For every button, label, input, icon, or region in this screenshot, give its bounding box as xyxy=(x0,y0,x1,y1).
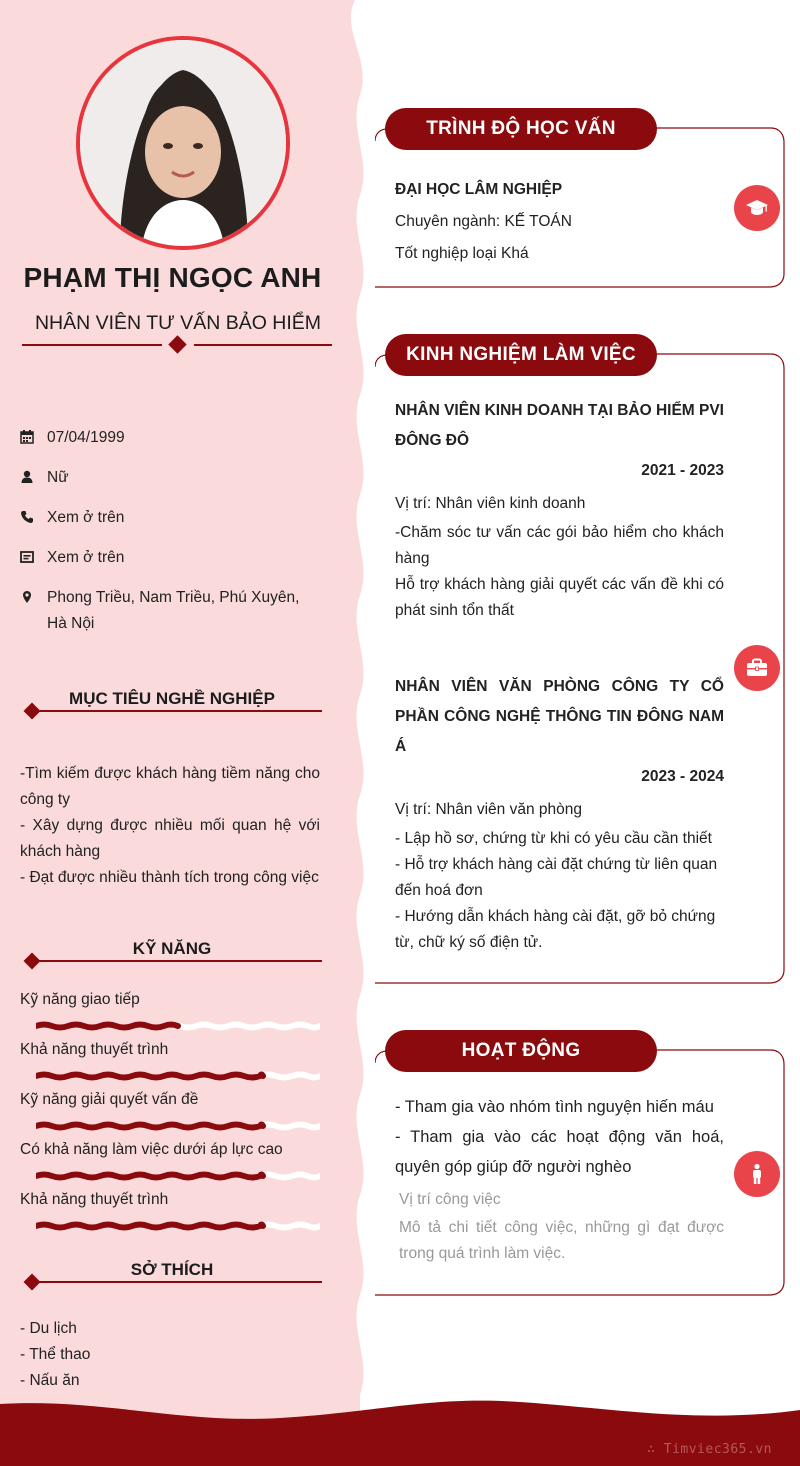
skill-level-bar xyxy=(36,1070,320,1082)
skills-list xyxy=(20,988,320,1238)
activities-heading: HOẠT ĐỘNG xyxy=(385,1030,657,1072)
skill-name: Kỹ năng giải quyết vấn đề xyxy=(20,1091,199,1108)
info-text: Nữ xyxy=(47,469,69,486)
major: Chuyên ngành: KẾ TOÁN xyxy=(395,213,572,230)
graduation-cap-icon xyxy=(745,196,769,220)
skill-item xyxy=(20,1088,320,1138)
activities-section xyxy=(375,1030,785,1298)
info-address xyxy=(20,585,320,637)
activities-placeholder xyxy=(395,1185,724,1267)
skill-item xyxy=(20,1138,320,1188)
experience-heading: KINH NGHIỆM LÀM VIỆC xyxy=(385,334,657,376)
job-desc-line: -Chăm sóc tư vấn các gói bảo hiểm cho khách hàng xyxy=(395,524,724,567)
skill-bar-fill xyxy=(36,1025,178,1028)
hobbies-heading xyxy=(22,1260,322,1292)
avatar xyxy=(76,36,290,250)
hobbies-list xyxy=(20,1316,320,1394)
skill-item xyxy=(20,1188,320,1238)
info-birthdate xyxy=(20,425,320,451)
hobbies-heading-label: SỞ THÍCH xyxy=(130,1260,214,1279)
education-content xyxy=(395,174,724,270)
graduation-grade: Tốt nghiệp loại Khá xyxy=(395,245,529,262)
hobby-item: - Nấu ăn xyxy=(20,1372,80,1389)
job-position: Vị trí: Nhân viên kinh doanh xyxy=(395,495,586,512)
job-entry xyxy=(395,672,724,956)
activities-content xyxy=(395,1092,724,1182)
job-entry xyxy=(395,396,724,624)
activity-line: - Tham gia vào các hoạt động văn hoá, quyên góp giúp đỡ người nghèo xyxy=(395,1128,724,1176)
skill-name: Khả năng thuyết trình xyxy=(20,1041,169,1058)
objective-line: - Xây dựng được nhiều mối quan hệ với khách hàng xyxy=(20,817,320,860)
experience-icon-badge xyxy=(734,645,780,691)
info-phone xyxy=(20,505,320,531)
skill-level-bar xyxy=(36,1120,320,1132)
objective-line: -Tìm kiếm được khách hàng tiềm năng cho công ty xyxy=(20,765,320,808)
skill-bar-fill xyxy=(36,1125,263,1128)
objective-text xyxy=(20,761,320,891)
job-desc-line: - Hỗ trợ khách hàng cài đặt chứng từ liên quan đến hoá đơn xyxy=(395,856,718,899)
education-heading: TRÌNH ĐỘ HỌC VẤN xyxy=(385,108,657,150)
job-desc-line: - Lập hồ sơ, chứng từ khi có yêu cầu cần thiết xyxy=(395,830,712,847)
job-period: 2023 - 2024 xyxy=(641,768,724,785)
objective-heading xyxy=(22,689,322,721)
skills-heading-label: KỸ NĂNG xyxy=(132,939,212,958)
skill-item xyxy=(20,988,320,1038)
experience-section xyxy=(375,334,785,986)
skill-item xyxy=(20,1038,320,1088)
skill-bar-fill xyxy=(36,1225,263,1228)
skill-level-bar xyxy=(36,1020,320,1032)
info-text: Phong Triều, Nam Triều, Phú Xuyên, Hà Nội xyxy=(47,589,300,632)
placeholder-description: Mô tả chi tiết công việc, những gì đạt được trong quá trình làm việc. xyxy=(399,1219,724,1262)
personal-info-list xyxy=(20,425,320,651)
candidate-job-title: NHÂN VIÊN TƯ VẤN BẢO HIỂM xyxy=(34,312,322,334)
footer-brand: ∴ Timviec365.vn xyxy=(647,1442,772,1457)
phone-icon xyxy=(20,510,34,524)
briefcase-icon xyxy=(745,656,769,680)
info-text: Xem ở trên xyxy=(47,509,125,526)
education-icon-badge xyxy=(734,185,780,231)
hobby-item: - Thể thao xyxy=(20,1346,91,1363)
skill-name: Có khả năng làm việc dưới áp lực cao xyxy=(20,1141,283,1158)
person-standing-icon xyxy=(745,1162,769,1186)
skill-name: Kỹ năng giao tiếp xyxy=(20,991,140,1008)
skill-level-bar xyxy=(36,1170,320,1182)
school-name: ĐẠI HỌC LÂM NGHIỆP xyxy=(395,181,563,198)
placeholder-position: Vị trí công việc xyxy=(399,1191,501,1208)
education-section xyxy=(375,108,785,290)
skill-bar-fill xyxy=(36,1075,263,1078)
job-period: 2021 - 2023 xyxy=(641,462,724,479)
info-gender xyxy=(20,465,320,491)
objective-line: - Đạt được nhiều thành tích trong công việc xyxy=(20,869,319,886)
title-divider xyxy=(22,336,332,354)
job-desc-line: Hỗ trợ khách hàng giải quyết các vấn đề khi có phát sinh tổn thất xyxy=(395,576,724,619)
job-position: Vị trí: Nhân viên văn phòng xyxy=(395,801,582,818)
activity-line: - Tham gia vào nhóm tình nguyện hiến máu xyxy=(395,1098,714,1116)
job-desc-line: - Hướng dẫn khách hàng cài đặt, gỡ bỏ chứng từ, chữ ký số điện tử. xyxy=(395,908,716,951)
info-email xyxy=(20,545,320,571)
activities-icon-badge xyxy=(734,1151,780,1197)
hobby-item: - Du lịch xyxy=(20,1320,77,1337)
skill-bar-fill xyxy=(36,1175,263,1178)
job-title: NHÂN VIÊN KINH DOANH TẠI BẢO HIỂM PVI ĐÔNG ĐÔ xyxy=(395,402,724,449)
skill-name: Khả năng thuyết trình xyxy=(20,1191,169,1208)
person-icon xyxy=(20,470,34,484)
calendar-icon xyxy=(20,430,34,444)
objective-heading-label: MỤC TIÊU NGHỀ NGHIỆP xyxy=(69,689,275,708)
candidate-name: PHẠM THỊ NGỌC ANH xyxy=(23,262,322,293)
skills-heading xyxy=(22,939,322,971)
info-text: Xem ở trên xyxy=(47,549,125,566)
skill-level-bar xyxy=(36,1220,320,1232)
location-pin-icon xyxy=(20,590,34,604)
info-text: 07/04/1999 xyxy=(47,429,125,446)
email-icon xyxy=(20,550,34,564)
job-title: NHÂN VIÊN VĂN PHÒNG CÔNG TY CỔ PHẦN CÔNG NGHỆ THÔNG TIN ĐÔNG NAM Á xyxy=(395,678,724,755)
